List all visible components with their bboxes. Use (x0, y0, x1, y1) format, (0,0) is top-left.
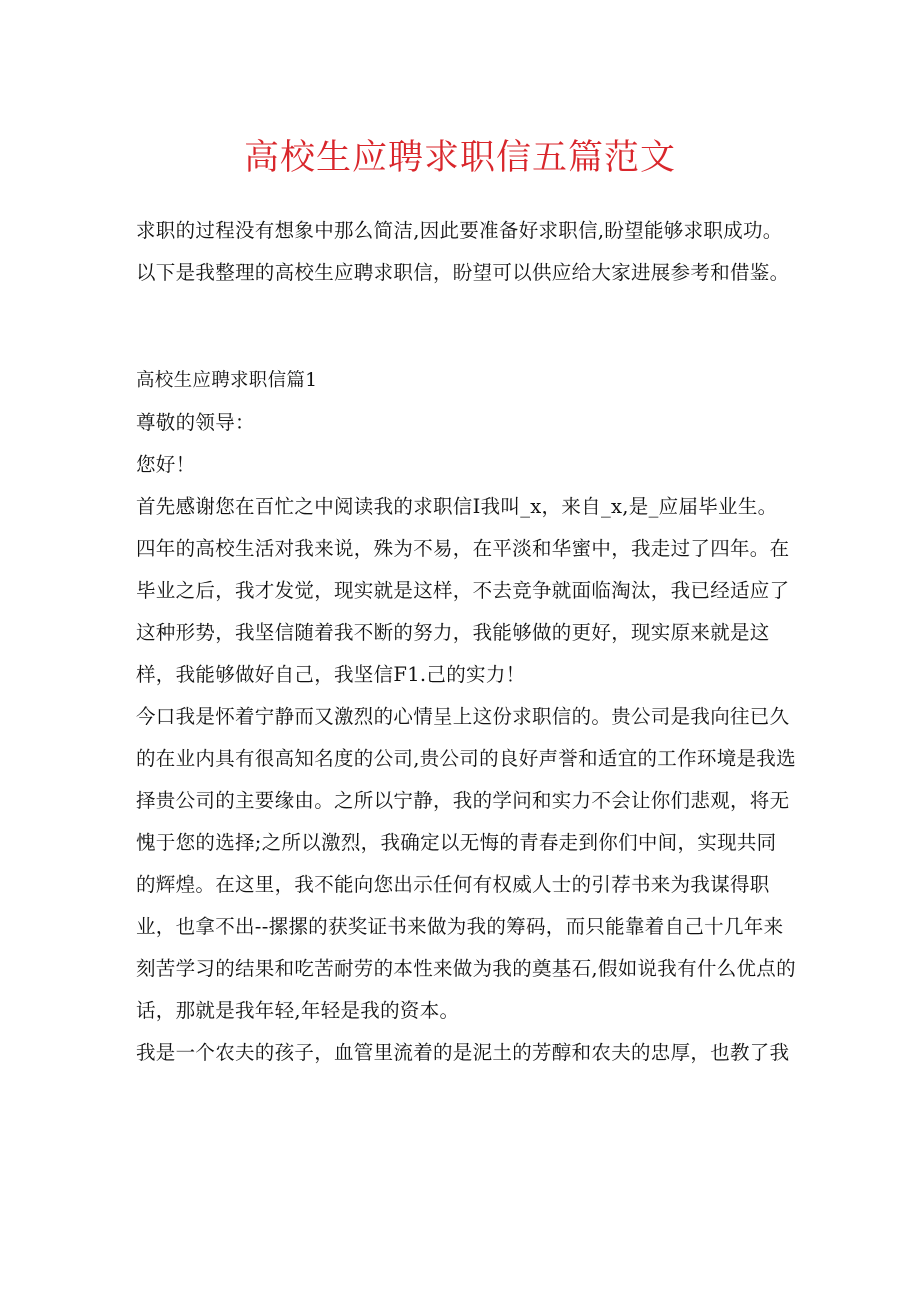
body-paragraph-3: 今口我是怀着宁静而又激烈的心情呈上这份求职信的。贵公司是我向往已久的在业内具有很高知名度的公司,贵公司的良好声誉和适宜的工作环境是我选择贵公司的主要缘由。之所以宁静，我的学问和实力不会让你们悲观，将无愧于您的选择;之所以激烈，我确定以无悔的青春走到你们中间，实现共同的辉煌。在这里，我不能向您出示任何有权威人士的引荐书来为我谋得职业，也拿不出--摞摞的获奖证书来做为我的筹码，而只能靠着自己十几年来刻苦学习的结果和吃苦耐劳的本性来做为我的奠基石,假如说我有什么优点的话，那就是我年轻,年轻是我的资本。 (136, 705, 796, 1022)
body-paragraph-4: 我是一个农夫的孩子，血管里流着的是泥土的芳醇和农夫的忠厚，也教了我 (136, 1041, 790, 1064)
salutation: 尊敬的领导： (136, 411, 255, 434)
greeting: 您好！ (136, 453, 196, 476)
section-heading: 高校生应聘求职信篇1 (136, 370, 318, 391)
body-paragraph-1: 首先感谢您在百忙之中阅读我的求职信I我叫_x，来自_x,是_应届毕业生。 (136, 495, 778, 518)
letter-body (136, 360, 796, 1074)
body-paragraph-2: 四年的高校生活对我来说，殊为不易，在平淡和华蜜中，我走过了四年。在毕业之后，我才发觉，现实就是这样，不去竞争就面临淘汰，我已经适应了这种形势，我坚信随着我不断的努力，我能够做的更好，现实原来就是这样，我能够做好自己，我坚信F1.己的实力！ (136, 537, 790, 686)
document-title: 高校生应聘求职信五篇范文 (243, 138, 676, 178)
intro-paragraph: 求职的过程没有想象中那么简洁,因此要准备好求职信,盼望能够求职成功。以下是我整理的高校生应聘求职信，盼望可以供应给大家进展参考和借鉴。 (136, 219, 790, 284)
